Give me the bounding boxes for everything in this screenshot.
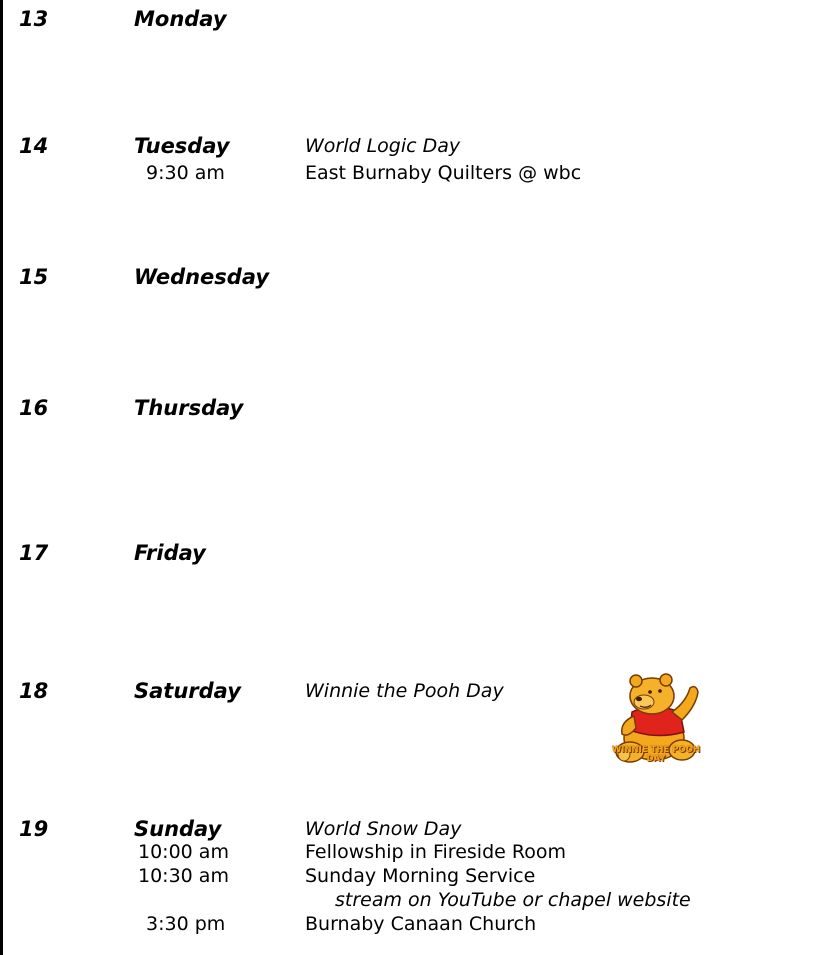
day-number: 16	[19, 396, 49, 420]
day-name: Friday	[134, 541, 206, 565]
day-name: Wednesday	[134, 265, 270, 289]
day-name: Tuesday	[134, 134, 230, 158]
day-name: Thursday	[134, 396, 244, 420]
day-number: 18	[19, 679, 49, 703]
day-number: 15	[19, 265, 49, 289]
event-time: 10:30 am	[138, 865, 229, 887]
observance: World Logic Day	[305, 135, 461, 157]
event-text: East Burnaby Quilters @ wbc	[305, 162, 582, 184]
day-number: 13	[19, 7, 49, 31]
observance: World Snow Day	[305, 818, 462, 840]
observance: Winnie the Pooh Day	[305, 680, 504, 702]
day-name: Monday	[134, 7, 227, 31]
day-name: Saturday	[134, 679, 241, 703]
event-text: Burnaby Canaan Church	[305, 913, 537, 935]
day-number: 14	[19, 134, 49, 158]
day-number: 17	[19, 541, 49, 565]
day-number: 19	[19, 817, 49, 841]
event-note: stream on YouTube or chapel website	[335, 889, 691, 911]
event-text: Sunday Morning Service	[305, 865, 536, 887]
event-time: 9:30 am	[146, 162, 225, 184]
event-time: 3:30 pm	[146, 913, 226, 935]
event-text: Fellowship in Fireside Room	[305, 841, 566, 863]
day-name: Sunday	[134, 817, 222, 841]
left-border-rule	[0, 0, 3, 955]
pooh-day-caption: WINNIE THE POOH DAY	[611, 745, 701, 764]
event-time: 10:00 am	[138, 841, 229, 863]
